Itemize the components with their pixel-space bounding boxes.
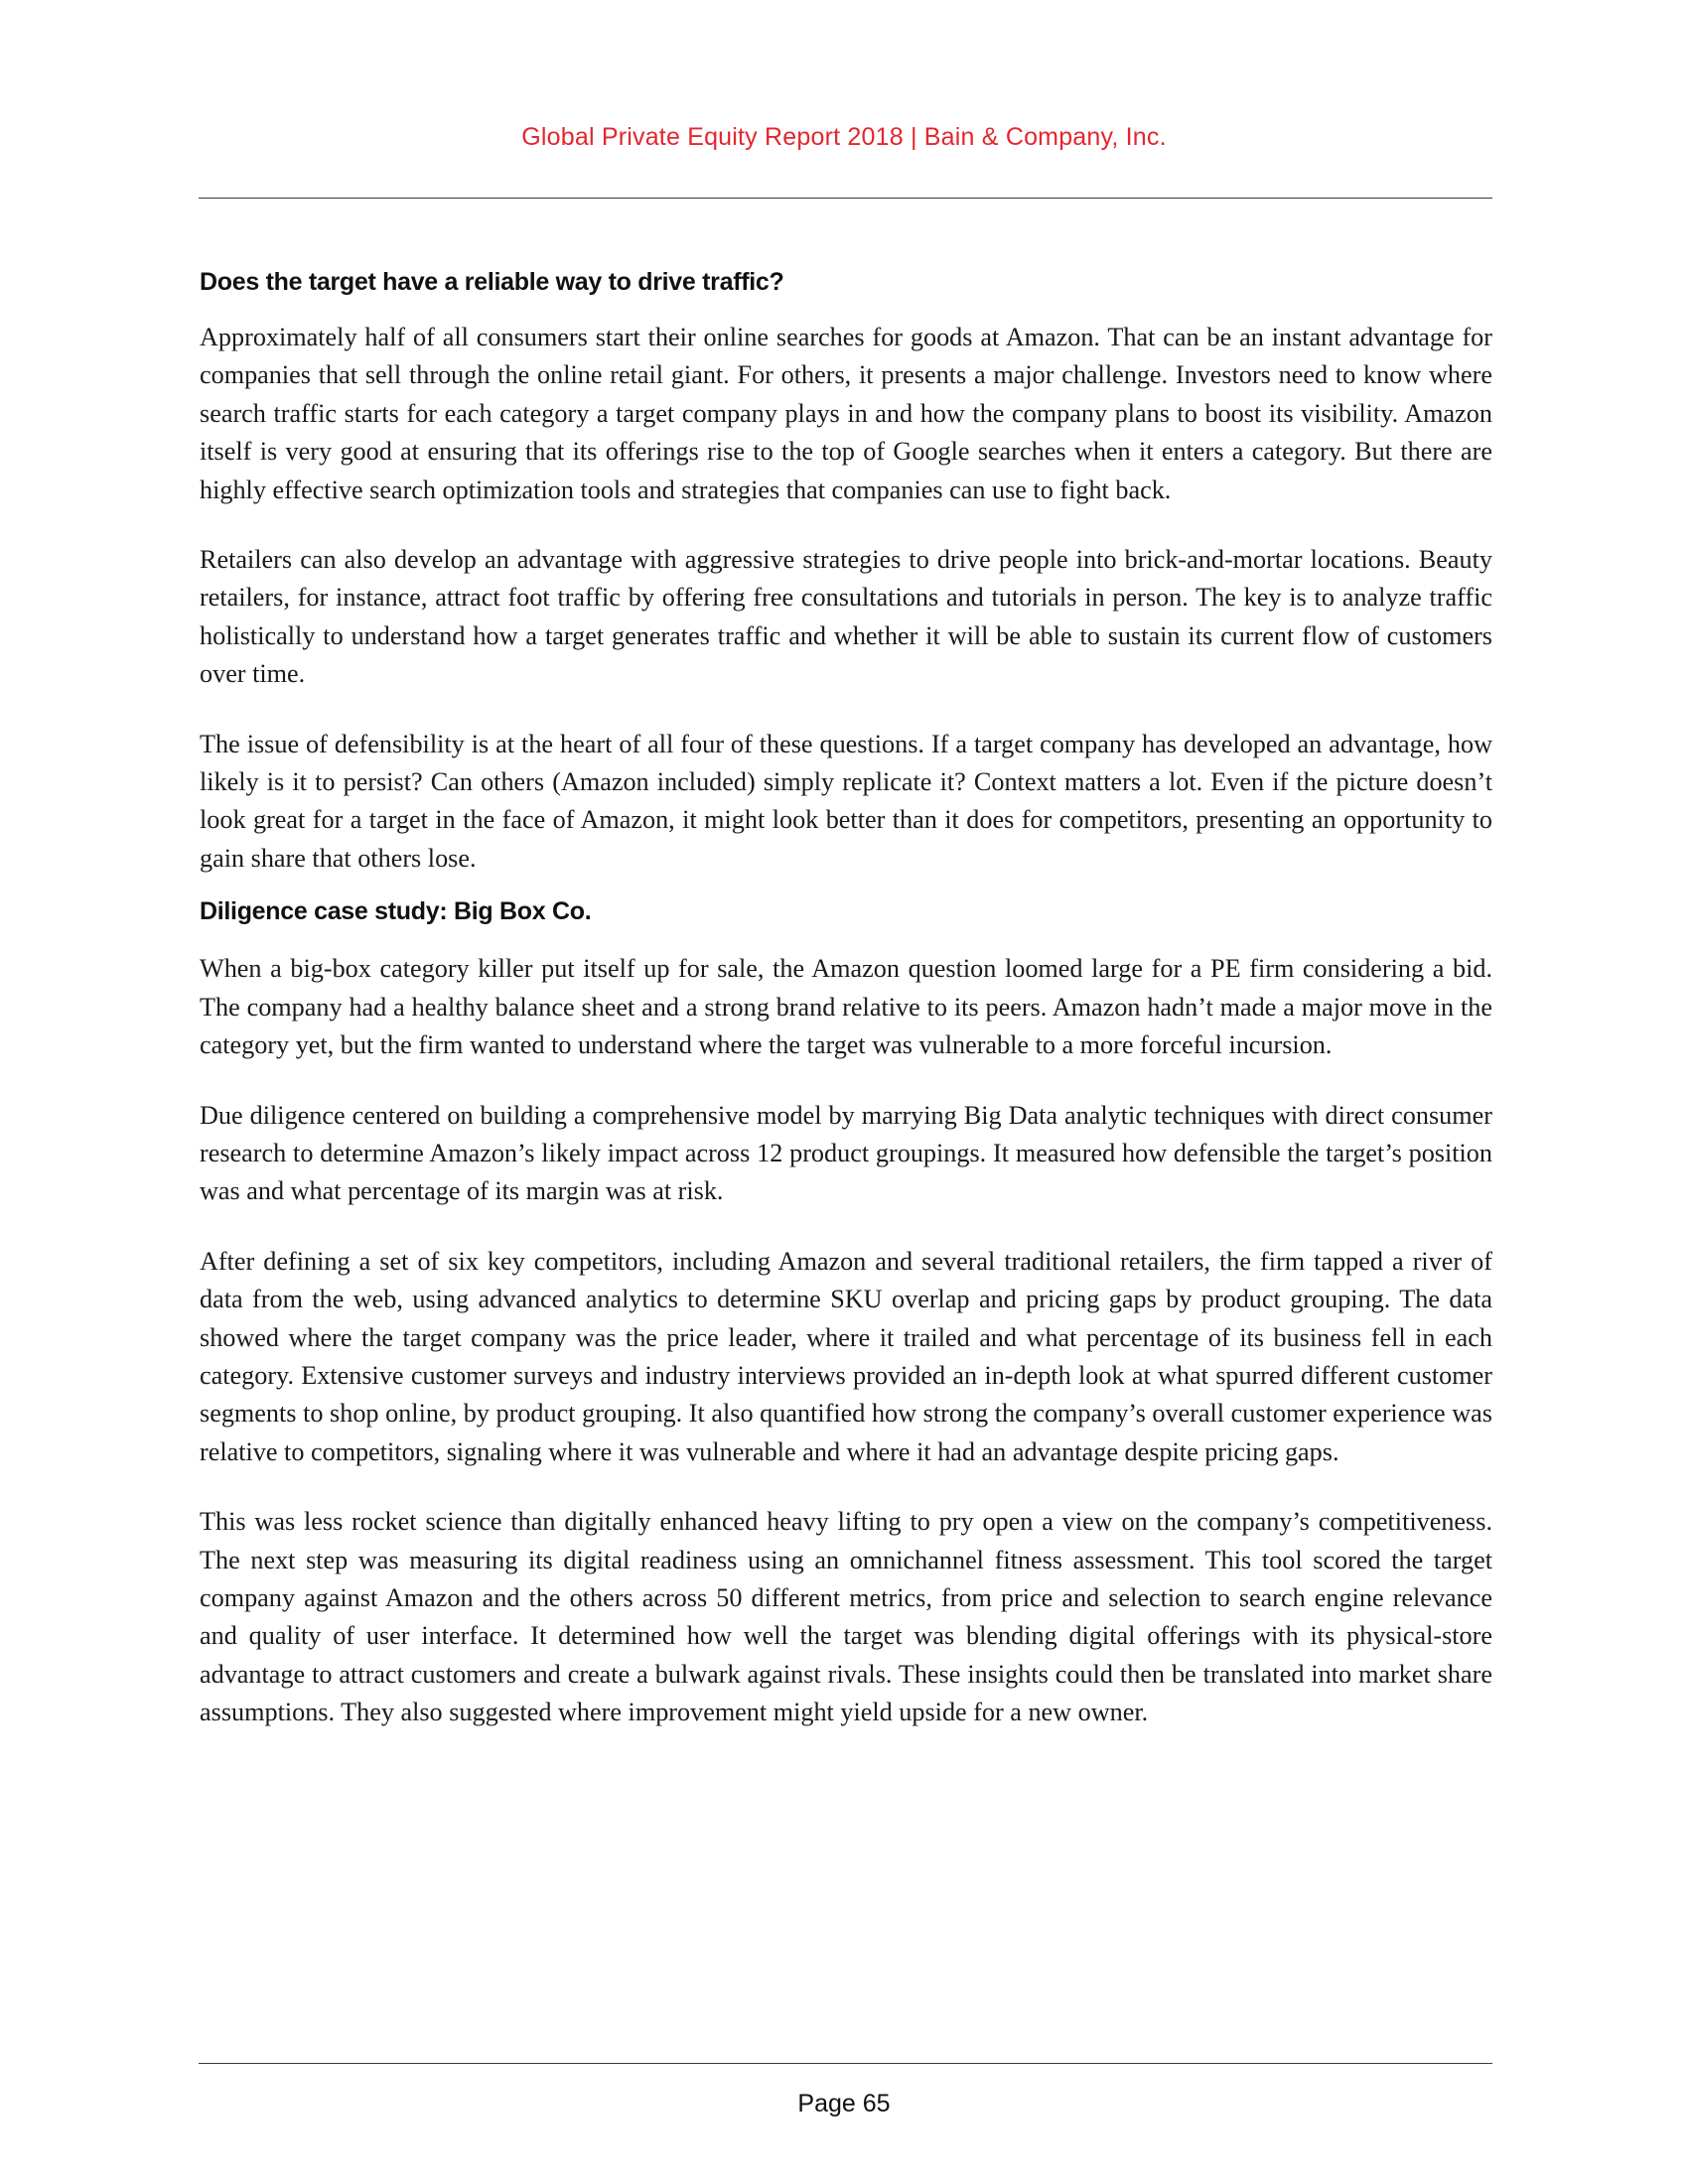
paragraph: After defining a set of six key competitors, including Amazon and several traditional retailers, the firm tapped a river of data from the web, using advanced analytics to determine SKU overlap and pricing gaps by product grouping. The data showed where the target company was the price leader, where it trailed and what percentage of its business fell in each category. Extensive customer surveys and industry interviews provided an in-depth look at what spurred different customer segments to shop online, by product grouping. It also quantified how strong the company’s overall customer experience was relative to competitors, signaling where it was vulnerable and where it had an advantage despite pricing gaps. <box>200 1246 1492 1466</box>
section-heading-case-study: Diligence case study: Big Box Co. <box>200 897 592 926</box>
paragraph: When a big-box category killer put itself up for sale, the Amazon question loomed large for a PE firm considering a bid. The company had a healthy balance sheet and a strong brand relative to its peers. Amazon hadn’t made a major move in the category yet, but the firm wanted to understand where the target was vulnerable to a more forceful incursion. <box>200 954 1492 1060</box>
section-heading-traffic: Does the target have a reliable way to drive traffic? <box>200 268 784 296</box>
paragraph: Retailers can also develop an advantage with aggressive strategies to drive people into brick-and-mortar locations. Beauty retailers, for instance, attract foot traffic by offering free consultations and tutorials in person. The key is to analyze traffic holistically to understand how a target generates traffic and whether it will be able to sustain its current flow of customers over time. <box>200 545 1492 689</box>
paragraph: Approximately half of all consumers start their online searches for goods at Amazon. That can be an instant advantage for companies that sell through the online retail giant. For others, it presents a major challenge. Investors need to know where search traffic starts for each category a target company plays in and how the company plans to boost its visibility. Amazon itself is very good at ensuring that its offerings rise to the top of Google searches when it enters a category. But there are highly effective search optimization tools and strategies that companies can use to fight back. <box>200 323 1492 504</box>
paragraph: This was less rocket science than digitally enhanced heavy lifting to pry open a view on the company’s competitiveness. The next step was measuring its digital readiness using an omnichannel fitness assessment. This tool scored the target company against Amazon and the others across 50 different metrics, from price and selection to search engine relevance and quality of user interface. It determined how well the target was blending digital offerings with its physical-store advantage to attract customers and create a bulwark against rivals. These insights could then be translated into market share assumptions. They also suggested where improvement might yield upside for a new owner. <box>200 1507 1492 1727</box>
header-divider <box>199 198 1492 199</box>
report-header: Global Private Equity Report 2018 | Bain & Company, Inc. <box>521 123 1167 151</box>
page-number: Page 65 <box>797 2090 891 2117</box>
paragraph: The issue of defensibility is at the heart of all four of these questions. If a target company has developed an advantage, how likely is it to persist? Can others (Amazon included) simply replicate it? Context matters a lot. Even if the picture doesn’t look great for a target in the face of Amazon, it might look better than it does for competitors, presenting an opportunity to gain share that others lose. <box>200 729 1492 873</box>
footer-divider <box>199 2063 1492 2064</box>
page-body <box>200 268 1492 1764</box>
paragraph: Due diligence centered on building a comprehensive model by marrying Big Data analytic techniques with direct consumer research to determine Amazon’s likely impact across 12 product groupings. It measured how defensible the target’s position was and what percentage of its margin was at risk. <box>200 1100 1492 1206</box>
